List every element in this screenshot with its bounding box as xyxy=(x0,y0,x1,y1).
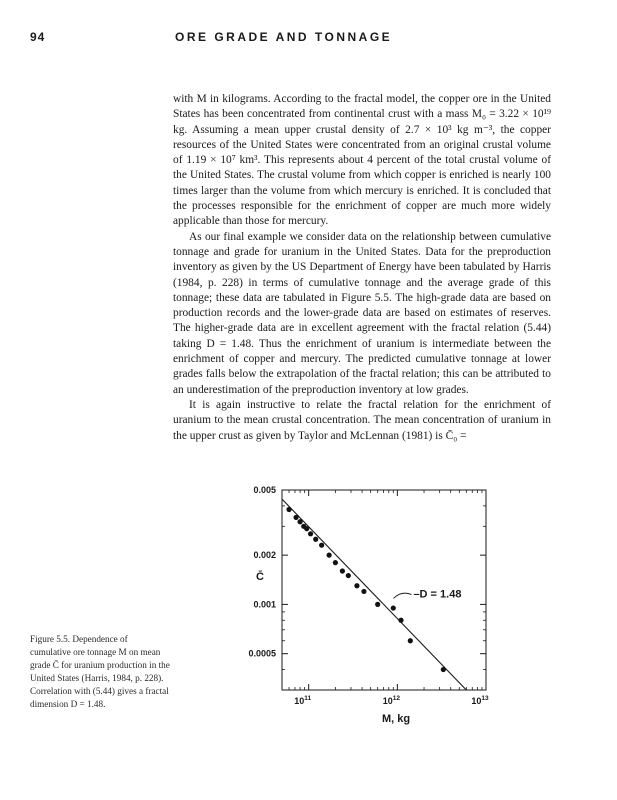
page-number: 94 xyxy=(30,30,46,44)
x-tick-label: $10^{12}$ xyxy=(382,695,400,706)
figure-5-5 xyxy=(222,478,522,740)
data-point xyxy=(293,515,298,520)
data-point xyxy=(313,537,318,542)
fit-line-label: –D = 1.48 xyxy=(413,588,462,601)
data-point xyxy=(375,602,380,607)
paragraph-3: It is again instructive to relate the fractal relation for the enrichment of uranium to the mean crustal concentration. The mean concentration of uranium in the upper crust as given by Taylor and McLennan (1981) is C̄₀ = xyxy=(173,398,551,442)
y-axis-label: C̄ xyxy=(256,571,264,583)
data-point xyxy=(391,605,396,610)
data-point xyxy=(308,531,313,536)
fit-line-leader xyxy=(393,593,411,598)
figure-caption: Figure 5.5. Dependence of cumulative ore tonnage M on mean grade C̄ for uranium production in the United States (Harris, 1984, p. 228). Correlation with (5.44) gives a fractal dimension D = 1.48. xyxy=(30,634,170,710)
body-text xyxy=(173,92,551,444)
data-point xyxy=(340,568,345,573)
tonnage-grade-chart xyxy=(222,478,522,740)
data-point xyxy=(441,667,446,672)
data-point xyxy=(304,526,309,531)
data-point xyxy=(333,560,338,565)
x-axis-label: M, kg xyxy=(381,713,411,725)
x-tick-label: $10^{11}$ xyxy=(294,695,312,706)
data-point xyxy=(319,543,324,548)
data-point xyxy=(398,618,403,623)
running-title: ORE GRADE AND TONNAGE xyxy=(175,30,393,44)
y-tick-label: 0.001 xyxy=(253,599,276,610)
paragraph-1: with M in kilograms. According to the fractal model, the copper ore in the United States has been concentrated from continental crust with a mass M₀ = 3.22 × 10¹⁹ kg. Assuming a mean upper crustal density of 2.7 × 10³ kg m⁻³, the copper resources of the United States were concentrated from an original crustal volume of 1.19 × 10⁷ km³. This represents about 4 percent of the total crustal volume of the United States. The crustal volume from which copper is enriched is nearly 100 times larger than the volume from which mercury is enriched. It is concluded that the processes responsible for the enrichment of copper are much more widely applicable than those for mercury. xyxy=(173,93,551,228)
x-tick-label: $10^{13}$ xyxy=(471,695,489,706)
data-point xyxy=(327,553,332,558)
data-point xyxy=(286,507,291,512)
paragraph-2: As our final example we consider data on the relationship between cumulative tonnage and grade for uranium in the United States. Data for the preproduction inventory as given by the US Department of Energy have been tabulated by Harris (1984, p. 228) in terms of cumulative tonnage and the average grade of this tonnage; these data are tabulated in Figure 5.5. The high-grade data are based on production records and the lower-grade data are based on estimates of reserves. The higher-grade data are in excellent agreement with the fractal relation (5.44) taking D = 1.48. Thus the enrichment of uranium is intermediate between the enrichment of copper and mercury. The predicted cumulative tonnage at lower grades falls below the extrapolation of the fractal relation; this can be attributed to an underestimation of the preproduction inventory at low grades. xyxy=(173,230,551,396)
y-tick-label: 0.0005 xyxy=(248,648,276,659)
y-tick-label: 0.005 xyxy=(253,485,276,495)
y-tick-label: 0.002 xyxy=(253,550,276,561)
data-point xyxy=(361,589,366,594)
page-header xyxy=(30,30,590,46)
data-point xyxy=(346,573,351,578)
data-point xyxy=(408,638,413,643)
data-point xyxy=(297,519,302,524)
data-point xyxy=(354,583,359,588)
